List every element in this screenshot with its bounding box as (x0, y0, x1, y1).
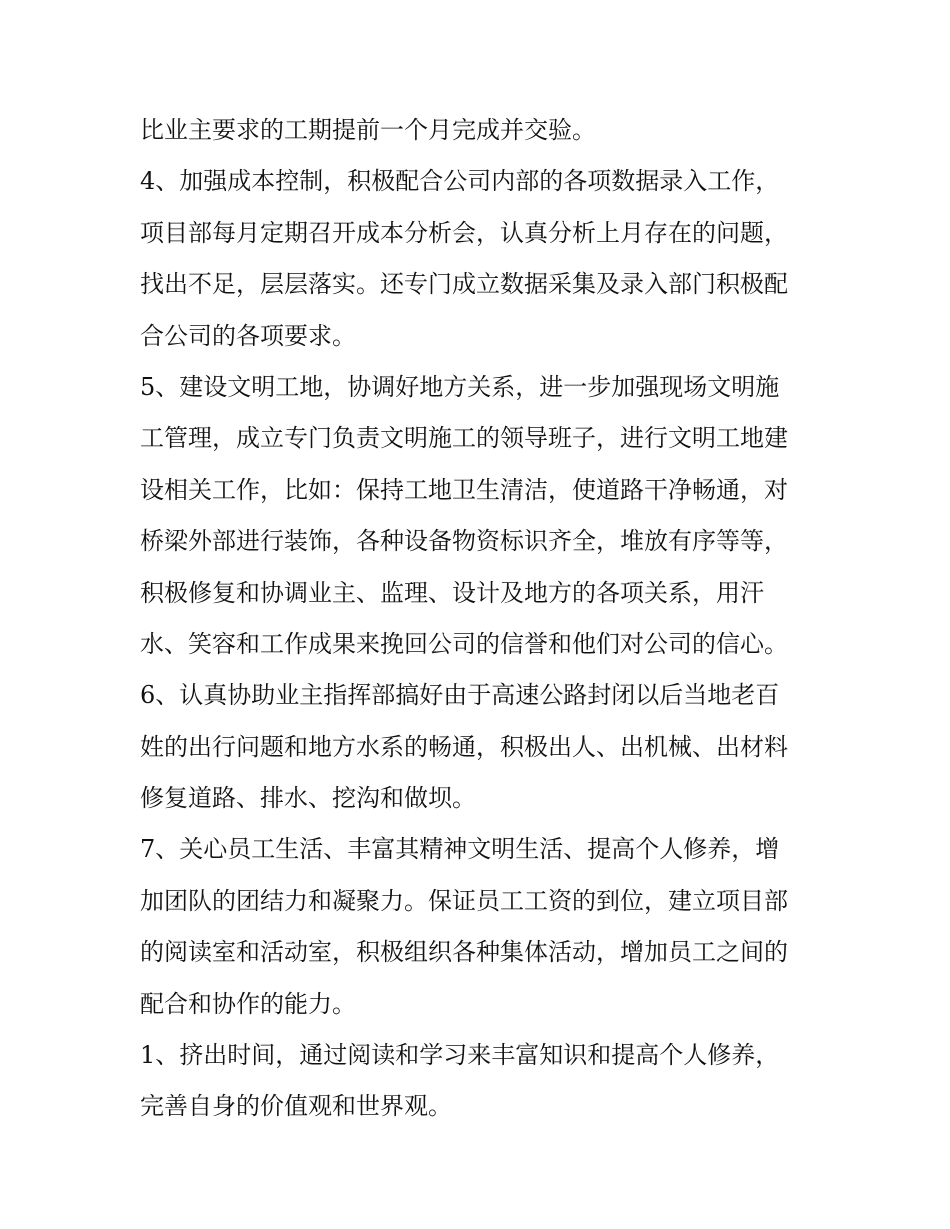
text-line: 工管理，成立专门负责文明施工的领导班子，进行文明工地建 (140, 424, 788, 453)
paragraph-item-1-self-study (140, 1030, 820, 1133)
text-line: 合公司的各项要求。 (140, 321, 356, 350)
text-line: 设相关工作，比如：保持工地卫生清洁，使道路干净畅通，对 (140, 475, 788, 504)
text-line: 的阅读室和活动室，积极组织各种集体活动，增加员工之间的 (140, 938, 788, 967)
text-line: 6、认真协助业主指挥部搞好由于高速公路封闭以后当地老百 (140, 681, 780, 710)
text-line: 5、建设文明工地，协调好地方关系，进一步加强现场文明施 (140, 372, 780, 401)
paragraph-item-6-assist-owner (140, 670, 820, 824)
text-line: 姓的出行问题和地方水系的畅通，积极出人、出机械、出材料 (140, 732, 788, 761)
document-body (140, 105, 820, 1133)
paragraph-continuation (140, 105, 820, 156)
text-line: 完善自身的价值观和世界观。 (140, 1092, 452, 1121)
text-line: 4、加强成本控制，积极配合公司内部的各项数据录入工作， (140, 167, 780, 196)
text-line: 加团队的团结力和凝聚力。保证员工工资的到位，建立项目部 (140, 886, 788, 915)
text-line: 积极修复和协调业主、监理、设计及地方的各项关系，用汗 (140, 578, 764, 607)
text-line: 1、挤出时间，通过阅读和学习来丰富知识和提高个人修养， (140, 1041, 780, 1070)
text-line: 比业主要求的工期提前一个月完成并交验。 (140, 116, 596, 144)
paragraph-item-4-cost-control (140, 156, 820, 362)
text-line: 项目部每月定期召开成本分析会，认真分析上月存在的问题， (140, 218, 788, 247)
paragraph-item-5-civilized-site (140, 362, 820, 670)
text-line: 桥梁外部进行装饰，各种设备物资标识齐全，堆放有序等等， (140, 527, 788, 556)
text-line: 配合和协作的能力。 (140, 989, 356, 1018)
text-line: 修复道路、排水、挖沟和做坝。 (140, 784, 476, 813)
text-line: 找出不足，层层落实。还专门成立数据采集及录入部门积极配 (140, 270, 788, 299)
paragraph-item-7-staff-care (140, 824, 820, 1030)
text-line: 水、笑容和工作成果来挽回公司的信誉和他们对公司的信心。 (140, 629, 788, 658)
text-line: 7、关心员工生活、丰富其精神文明生活、提高个人修养，增 (140, 835, 780, 864)
